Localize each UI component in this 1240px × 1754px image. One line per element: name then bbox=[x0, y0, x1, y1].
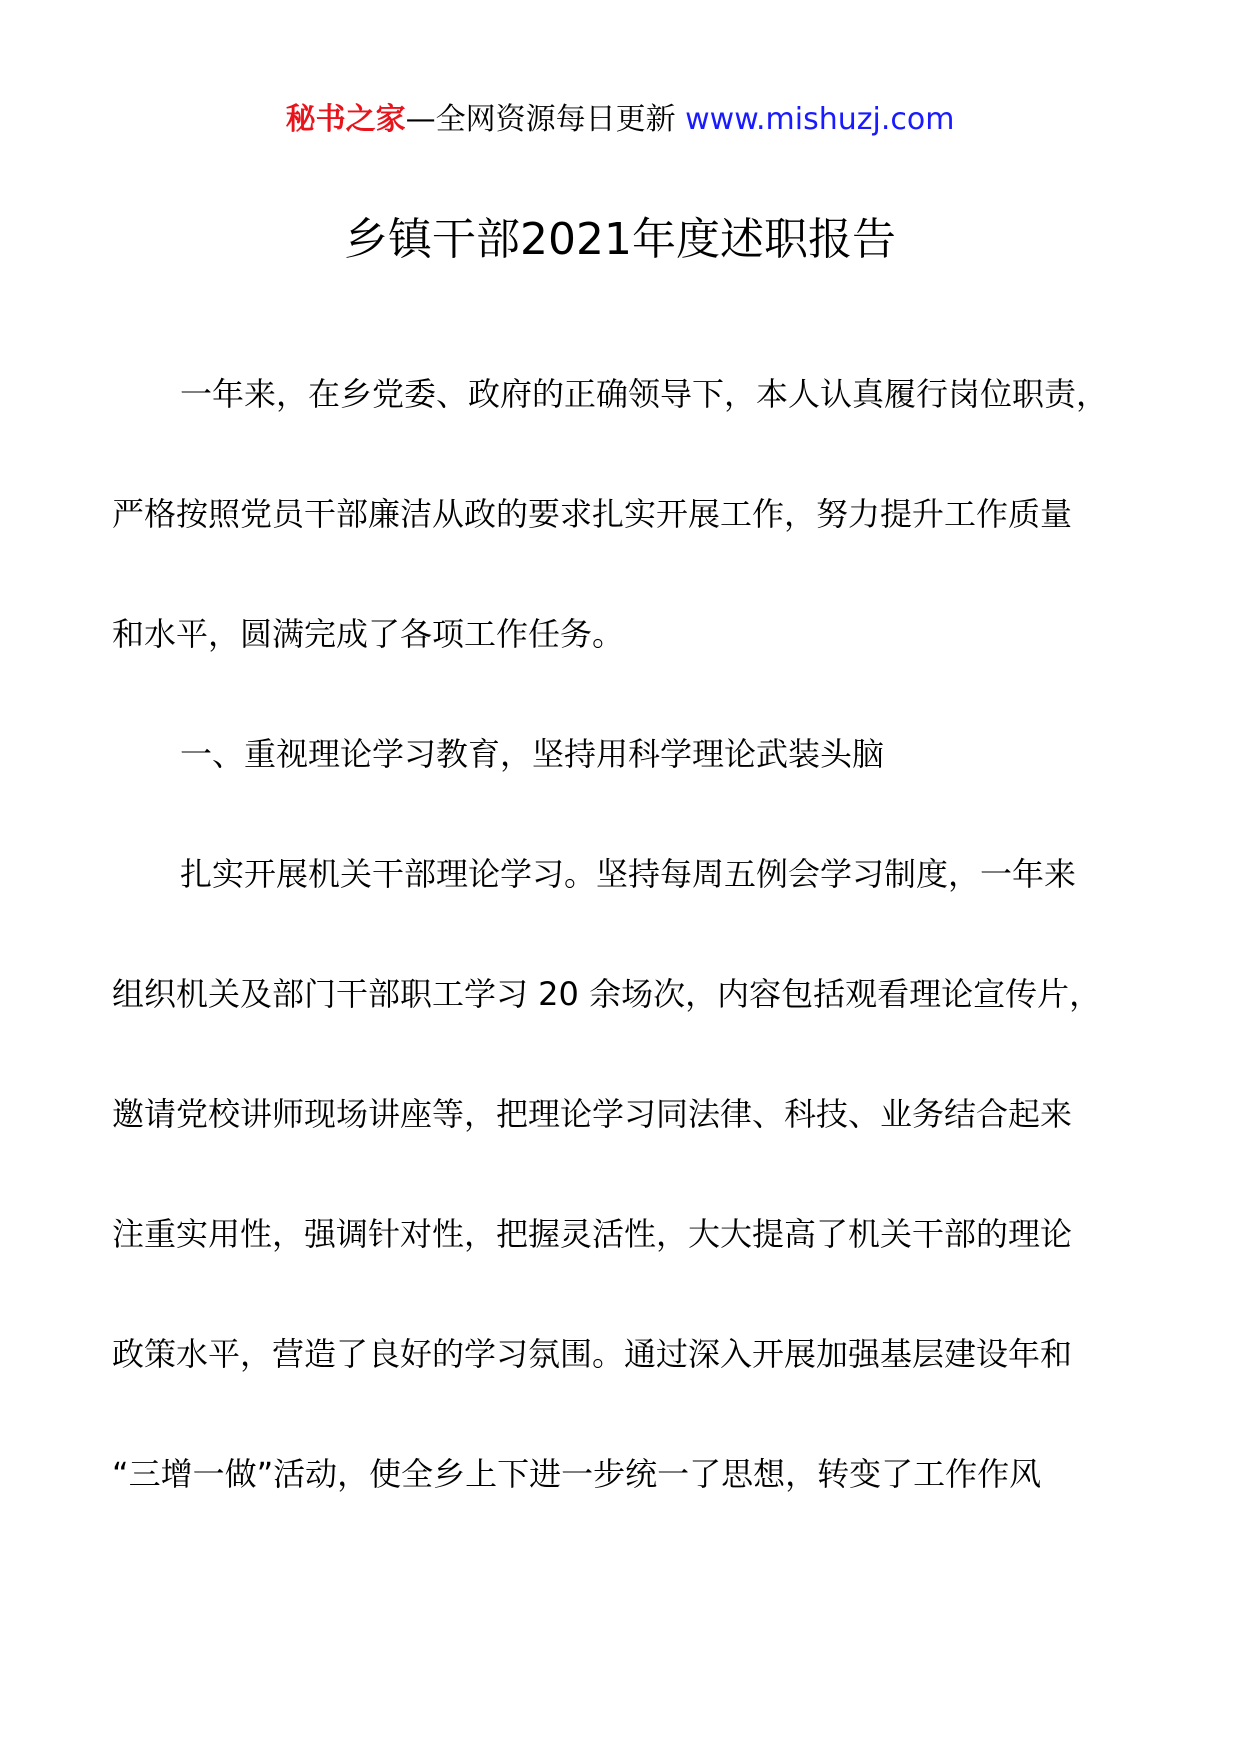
paragraph-line: 和水平，圆满完成了各项工作任务。 bbox=[112, 615, 625, 653]
brand-name: 秘书之家 bbox=[285, 102, 406, 137]
paragraph-line: “三增一做”活动，使全乡上下进一步统一了思想，转变了工作作风 bbox=[112, 1455, 1042, 1493]
document-body bbox=[112, 372, 1156, 1572]
site-url-link[interactable]: www.mishuzj.com bbox=[685, 102, 955, 137]
paragraph-line: 扎实开展机关干部理论学习。坚持每周五例会学习制度，一年来 bbox=[180, 855, 1077, 893]
paragraph-line: 邀请党校讲师现场讲座等，把理论学习同法律、科技、业务结合起来 bbox=[112, 1095, 1073, 1133]
header-slogan: —全网资源每日更新 bbox=[405, 102, 676, 137]
document-title: 乡镇干部2021年度述职报告 bbox=[344, 214, 896, 265]
section-heading: 一、重视理论学习教育，坚持用科学理论武装头脑 bbox=[180, 735, 885, 773]
paragraph-line: 政策水平，营造了良好的学习氛围。通过深入开展加强基层建设年和 bbox=[112, 1335, 1073, 1373]
paragraph-line: 注重实用性，强调针对性，把握灵活性，大大提高了机关干部的理论 bbox=[112, 1215, 1073, 1253]
paragraph-line: 一年来，在乡党委、政府的正确领导下，本人认真履行岗位职责， bbox=[180, 375, 1109, 413]
site-header bbox=[0, 100, 1240, 140]
paragraph-line: 严格按照党员干部廉洁从政的要求扎实开展工作，努力提升工作质量 bbox=[112, 495, 1073, 533]
paragraph-line: 组织机关及部门干部职工学习 20 余场次，内容包括观看理论宣传片， bbox=[112, 975, 1102, 1013]
